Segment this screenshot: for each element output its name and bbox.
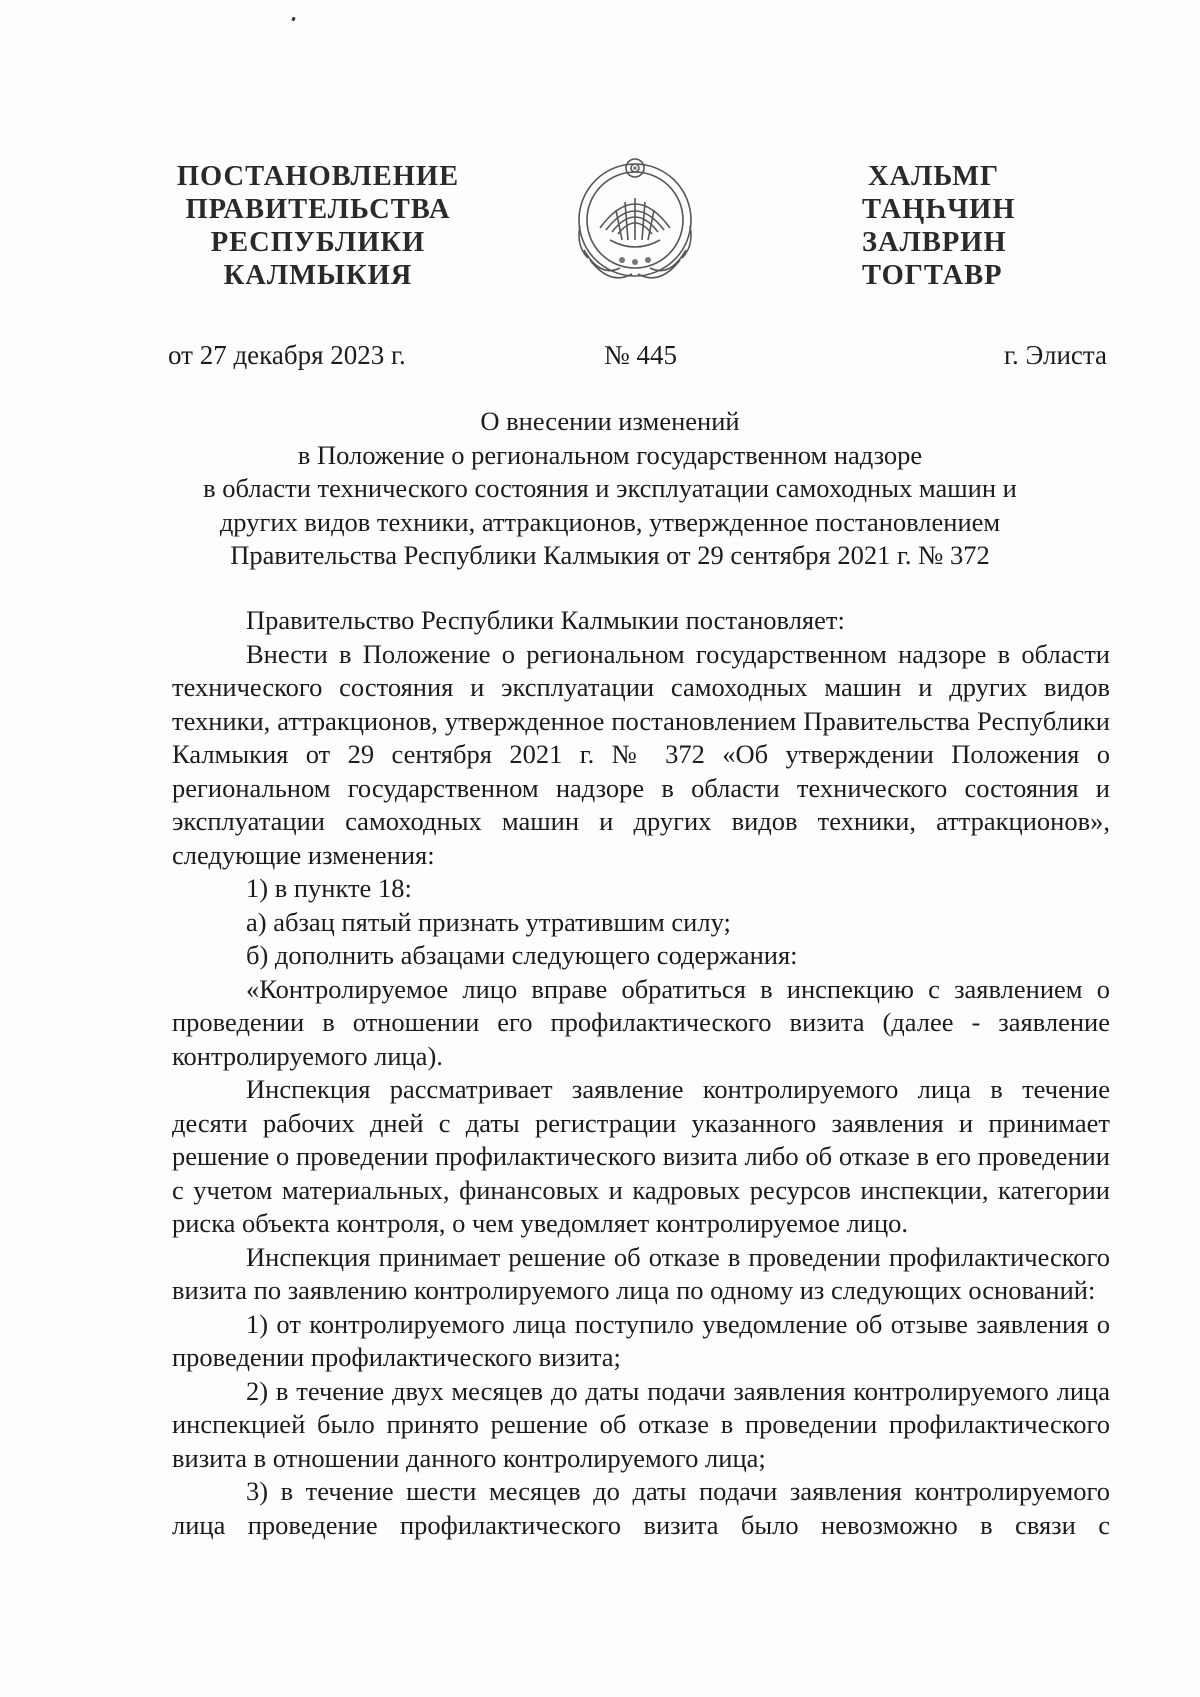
document-number: № 445 xyxy=(604,340,678,370)
header-left-line: ПРАВИТЕЛЬСТВА xyxy=(185,194,451,225)
list-item: 1) от контролируемого лица поступило уведомление об отзыве заявления о проведении профилактического визита; xyxy=(172,1308,1110,1372)
body-paragraph: Внести в Положение о региональном государственном надзоре в области технического состояния и эксплуатации самоходных машин и других видов техники, аттракционов, утвержденное постановлением Правительства Республики Калмыкия от 29 сентября 2021 г. № 372 «Об утверждении Положения о региональном государственном надзоре в области технического состояния и эксплуатации самоходных машин и других видов техники, аттракционов», следующие изменения: xyxy=(172,638,1110,870)
document-meta xyxy=(0,340,1200,380)
amendment-subitem: б) дополнить абзацами следующего содержания: xyxy=(246,940,798,970)
header-title-kalmyk xyxy=(850,160,1050,292)
list-item: 3) в течение шести месяцев до даты подачи заявления контролируемого лица проведение профилактического визита было невозможно в связи с xyxy=(172,1476,1110,1540)
title-line: О внесении изменений xyxy=(480,406,740,436)
body-paragraph: Инспекция рассматривает заявление контролируемого лица в течение десяти рабочих дней с даты регистрации указанного заявления и принимает решение о проведении профилактического визита либо об отказе в его проведении с учетом материальных, финансовых и кадровых ресурсов инспекции, категории риска объекта контроля, о чем уведомляет контролируемое лицо. xyxy=(172,1074,1110,1238)
title-line: других видов техники, аттракционов, утвержденное постановлением xyxy=(219,506,1001,537)
scan-speck xyxy=(291,17,296,22)
document-date: от 27 декабря 2023 г. xyxy=(168,340,406,370)
title-line: в Положение о региональном государственном надзоре xyxy=(297,439,923,470)
body-paragraph: Инспекция принимает решение об отказе в проведении профилактического визита по заявлению контролируемого лица по одному из следующих оснований: xyxy=(172,1241,1110,1305)
resolution-preamble: Правительство Республики Калмыкии постановляет: xyxy=(246,605,845,635)
header-left-line: КАЛМЫКИЯ xyxy=(223,260,413,291)
list-item: 2) в течение двух месяцев до даты подачи заявления контролируемого лица инспекцией было принято решение об отказе в проведении профилактического визита в отношении данного контролируемого лица; xyxy=(172,1375,1110,1473)
amendment-subitem: а) абзац пятый признать утратившим силу; xyxy=(246,906,731,937)
title-line: в области технического состояния и эксплуатации самоходных машин и xyxy=(203,473,1017,503)
title-line: Правительства Республики Калмыкия от 29 сентября 2021 г. № 372 xyxy=(230,540,990,570)
header-title-russian xyxy=(158,160,478,292)
header-left-line: ПОСТАНОВЛЕНИЕ xyxy=(176,161,460,192)
header-right-line: ТАҢҺЧИН xyxy=(862,194,1016,225)
document-city: г. Элиста xyxy=(1004,340,1108,370)
header-left-line: РЕСПУБЛИКИ xyxy=(210,227,426,258)
document-body xyxy=(172,604,1110,1542)
header-right-line: ТОГТАВР xyxy=(862,260,1003,291)
amendment-item: 1) в пункте 18: xyxy=(246,873,412,903)
document-title xyxy=(150,405,1070,573)
header-right-line: ХАЛЬМГ xyxy=(868,161,1000,192)
header-right-line: ЗАЛВРИН xyxy=(862,227,1007,258)
kalmykia-coat-of-arms-icon xyxy=(570,150,700,290)
body-paragraph: «Контролируемое лицо вправе обратиться в инспекцию с заявлением о проведении в отношении его профилактического визита (далее - заявление контролируемого лица). xyxy=(172,973,1110,1071)
